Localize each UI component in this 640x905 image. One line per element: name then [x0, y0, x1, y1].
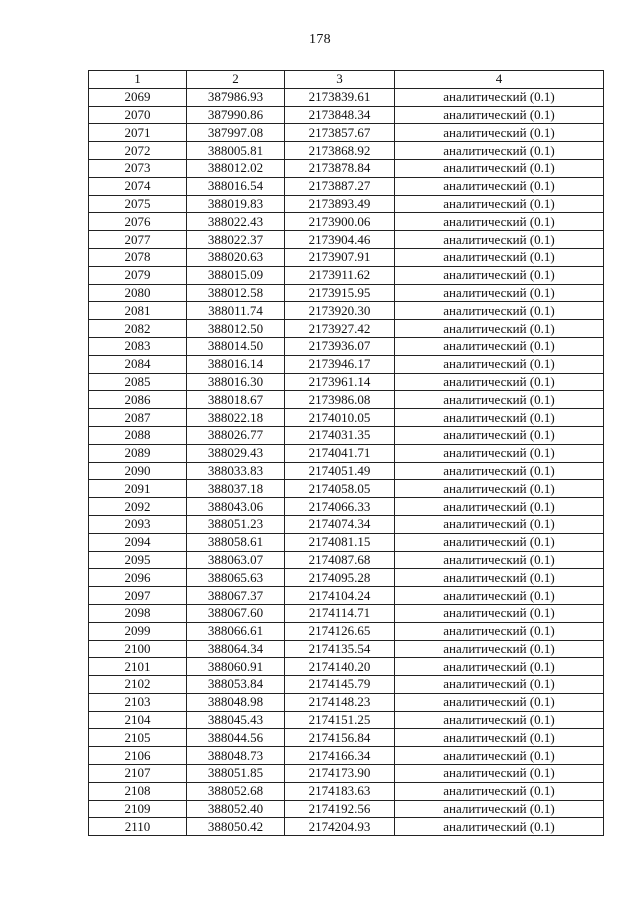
method-cell: аналитический (0.1) [395, 729, 604, 747]
x-coordinate-cell: 388065.63 [187, 569, 285, 587]
method-cell: аналитический (0.1) [395, 676, 604, 694]
table-row [89, 729, 604, 747]
method-cell: аналитический (0.1) [395, 284, 604, 302]
table-row [89, 533, 604, 551]
method-cell: аналитический (0.1) [395, 515, 604, 533]
table-row [89, 640, 604, 658]
method-cell: аналитический (0.1) [395, 177, 604, 195]
table-row [89, 320, 604, 338]
point-number-cell: 2097 [89, 587, 187, 605]
table-row [89, 462, 604, 480]
method-cell: аналитический (0.1) [395, 622, 604, 640]
y-coordinate-cell: 2173848.34 [285, 106, 395, 124]
point-number-cell: 2087 [89, 409, 187, 427]
point-number-cell: 2086 [89, 391, 187, 409]
method-cell: аналитический (0.1) [395, 337, 604, 355]
x-coordinate-cell: 388044.56 [187, 729, 285, 747]
x-coordinate-cell: 388052.68 [187, 782, 285, 800]
method-cell: аналитический (0.1) [395, 711, 604, 729]
point-number-cell: 2095 [89, 551, 187, 569]
x-coordinate-cell: 388051.23 [187, 515, 285, 533]
x-coordinate-cell: 388016.14 [187, 355, 285, 373]
point-number-cell: 2105 [89, 729, 187, 747]
table-row [89, 195, 604, 213]
x-coordinate-cell: 388022.43 [187, 213, 285, 231]
x-coordinate-cell: 388020.63 [187, 248, 285, 266]
method-cell: аналитический (0.1) [395, 159, 604, 177]
point-number-cell: 2081 [89, 302, 187, 320]
x-coordinate-cell: 388015.09 [187, 266, 285, 284]
x-coordinate-cell: 388067.60 [187, 604, 285, 622]
x-coordinate-cell: 387990.86 [187, 106, 285, 124]
point-number-cell: 2090 [89, 462, 187, 480]
x-coordinate-cell: 388045.43 [187, 711, 285, 729]
y-coordinate-cell: 2174156.84 [285, 729, 395, 747]
table-row [89, 569, 604, 587]
table-row [89, 213, 604, 231]
point-number-cell: 2075 [89, 195, 187, 213]
point-number-cell: 2094 [89, 533, 187, 551]
table-row [89, 302, 604, 320]
method-cell: аналитический (0.1) [395, 444, 604, 462]
point-number-cell: 2102 [89, 676, 187, 694]
method-cell: аналитический (0.1) [395, 587, 604, 605]
method-cell: аналитический (0.1) [395, 533, 604, 551]
y-coordinate-cell: 2173907.91 [285, 248, 395, 266]
table-header [89, 71, 604, 89]
y-coordinate-cell: 2174066.33 [285, 498, 395, 516]
y-coordinate-cell: 2174166.34 [285, 747, 395, 765]
y-coordinate-cell: 2173887.27 [285, 177, 395, 195]
method-cell: аналитический (0.1) [395, 373, 604, 391]
x-coordinate-cell: 388048.98 [187, 693, 285, 711]
method-cell: аналитический (0.1) [395, 248, 604, 266]
y-coordinate-cell: 2173900.06 [285, 213, 395, 231]
x-coordinate-cell: 388019.83 [187, 195, 285, 213]
method-cell: аналитический (0.1) [395, 124, 604, 142]
x-coordinate-cell: 388050.42 [187, 818, 285, 836]
point-number-cell: 2109 [89, 800, 187, 818]
x-coordinate-cell: 388063.07 [187, 551, 285, 569]
x-coordinate-cell: 388018.67 [187, 391, 285, 409]
y-coordinate-cell: 2173986.08 [285, 391, 395, 409]
y-coordinate-cell: 2174010.05 [285, 409, 395, 427]
method-cell: аналитический (0.1) [395, 231, 604, 249]
x-coordinate-cell: 388026.77 [187, 426, 285, 444]
point-number-cell: 2069 [89, 88, 187, 106]
method-cell: аналитический (0.1) [395, 355, 604, 373]
table-row [89, 373, 604, 391]
y-coordinate-cell: 2174031.35 [285, 426, 395, 444]
table-row [89, 551, 604, 569]
table-row [89, 159, 604, 177]
x-coordinate-cell: 387997.08 [187, 124, 285, 142]
y-coordinate-cell: 2174151.25 [285, 711, 395, 729]
y-coordinate-cell: 2173904.46 [285, 231, 395, 249]
point-number-cell: 2076 [89, 213, 187, 231]
y-coordinate-cell: 2174192.56 [285, 800, 395, 818]
point-number-cell: 2091 [89, 480, 187, 498]
table-row [89, 818, 604, 836]
x-coordinate-cell: 388012.02 [187, 159, 285, 177]
y-coordinate-cell: 2174135.54 [285, 640, 395, 658]
method-cell: аналитический (0.1) [395, 409, 604, 427]
y-coordinate-cell: 2174148.23 [285, 693, 395, 711]
y-coordinate-cell: 2173893.49 [285, 195, 395, 213]
column-header-1: 1 [89, 71, 187, 89]
point-number-cell: 2077 [89, 231, 187, 249]
point-number-cell: 2107 [89, 765, 187, 783]
table-row [89, 337, 604, 355]
x-coordinate-cell: 388012.58 [187, 284, 285, 302]
point-number-cell: 2070 [89, 106, 187, 124]
x-coordinate-cell: 388066.61 [187, 622, 285, 640]
method-cell: аналитический (0.1) [395, 195, 604, 213]
table-row [89, 658, 604, 676]
point-number-cell: 2073 [89, 159, 187, 177]
y-coordinate-cell: 2173946.17 [285, 355, 395, 373]
x-coordinate-cell: 388016.30 [187, 373, 285, 391]
x-coordinate-cell: 388051.85 [187, 765, 285, 783]
y-coordinate-cell: 2173911.62 [285, 266, 395, 284]
point-number-cell: 2084 [89, 355, 187, 373]
coordinates-table [88, 70, 604, 836]
table-row [89, 177, 604, 195]
method-cell: аналитический (0.1) [395, 498, 604, 516]
method-cell: аналитический (0.1) [395, 142, 604, 160]
y-coordinate-cell: 2174145.79 [285, 676, 395, 694]
point-number-cell: 2103 [89, 693, 187, 711]
x-coordinate-cell: 388022.37 [187, 231, 285, 249]
point-number-cell: 2110 [89, 818, 187, 836]
table-row [89, 515, 604, 533]
method-cell: аналитический (0.1) [395, 551, 604, 569]
table-row [89, 142, 604, 160]
y-coordinate-cell: 2173961.14 [285, 373, 395, 391]
y-coordinate-cell: 2174087.68 [285, 551, 395, 569]
point-number-cell: 2092 [89, 498, 187, 516]
table-row [89, 693, 604, 711]
point-number-cell: 2093 [89, 515, 187, 533]
point-number-cell: 2089 [89, 444, 187, 462]
method-cell: аналитический (0.1) [395, 765, 604, 783]
x-coordinate-cell: 387986.93 [187, 88, 285, 106]
table-row [89, 782, 604, 800]
y-coordinate-cell: 2173868.92 [285, 142, 395, 160]
x-coordinate-cell: 388014.50 [187, 337, 285, 355]
x-coordinate-cell: 388022.18 [187, 409, 285, 427]
table-row [89, 88, 604, 106]
table-row [89, 391, 604, 409]
x-coordinate-cell: 388048.73 [187, 747, 285, 765]
point-number-cell: 2098 [89, 604, 187, 622]
point-number-cell: 2082 [89, 320, 187, 338]
y-coordinate-cell: 2173936.07 [285, 337, 395, 355]
y-coordinate-cell: 2173920.30 [285, 302, 395, 320]
y-coordinate-cell: 2174114.71 [285, 604, 395, 622]
x-coordinate-cell: 388033.83 [187, 462, 285, 480]
y-coordinate-cell: 2174204.93 [285, 818, 395, 836]
page-number: 178 [309, 32, 331, 47]
method-cell: аналитический (0.1) [395, 818, 604, 836]
table-row [89, 747, 604, 765]
y-coordinate-cell: 2173878.84 [285, 159, 395, 177]
y-coordinate-cell: 2174140.20 [285, 658, 395, 676]
x-coordinate-cell: 388064.34 [187, 640, 285, 658]
method-cell: аналитический (0.1) [395, 266, 604, 284]
table-row [89, 426, 604, 444]
y-coordinate-cell: 2174058.05 [285, 480, 395, 498]
table-row [89, 231, 604, 249]
table-header-row [89, 71, 604, 89]
point-number-cell: 2088 [89, 426, 187, 444]
point-number-cell: 2071 [89, 124, 187, 142]
y-coordinate-cell: 2174081.15 [285, 533, 395, 551]
x-coordinate-cell: 388011.74 [187, 302, 285, 320]
method-cell: аналитический (0.1) [395, 569, 604, 587]
point-number-cell: 2080 [89, 284, 187, 302]
x-coordinate-cell: 388052.40 [187, 800, 285, 818]
x-coordinate-cell: 388058.61 [187, 533, 285, 551]
table-row [89, 409, 604, 427]
point-number-cell: 2078 [89, 248, 187, 266]
method-cell: аналитический (0.1) [395, 782, 604, 800]
table-row [89, 248, 604, 266]
y-coordinate-cell: 2174104.24 [285, 587, 395, 605]
table-row [89, 676, 604, 694]
y-coordinate-cell: 2174074.34 [285, 515, 395, 533]
y-coordinate-cell: 2173857.67 [285, 124, 395, 142]
x-coordinate-cell: 388037.18 [187, 480, 285, 498]
table-row [89, 711, 604, 729]
point-number-cell: 2108 [89, 782, 187, 800]
table-row [89, 124, 604, 142]
method-cell: аналитический (0.1) [395, 302, 604, 320]
y-coordinate-cell: 2174126.65 [285, 622, 395, 640]
point-number-cell: 2072 [89, 142, 187, 160]
table-row [89, 284, 604, 302]
table-row [89, 266, 604, 284]
method-cell: аналитический (0.1) [395, 88, 604, 106]
point-number-cell: 2104 [89, 711, 187, 729]
y-coordinate-cell: 2173927.42 [285, 320, 395, 338]
table-body [89, 88, 604, 835]
table-row [89, 587, 604, 605]
x-coordinate-cell: 388043.06 [187, 498, 285, 516]
method-cell: аналитический (0.1) [395, 800, 604, 818]
point-number-cell: 2083 [89, 337, 187, 355]
table-row [89, 355, 604, 373]
y-coordinate-cell: 2174173.90 [285, 765, 395, 783]
method-cell: аналитический (0.1) [395, 391, 604, 409]
column-header-2: 2 [187, 71, 285, 89]
table-row [89, 604, 604, 622]
table-row [89, 498, 604, 516]
point-number-cell: 2101 [89, 658, 187, 676]
x-coordinate-cell: 388053.84 [187, 676, 285, 694]
method-cell: аналитический (0.1) [395, 106, 604, 124]
point-number-cell: 2096 [89, 569, 187, 587]
point-number-cell: 2085 [89, 373, 187, 391]
table-row [89, 106, 604, 124]
y-coordinate-cell: 2174183.63 [285, 782, 395, 800]
y-coordinate-cell: 2174095.28 [285, 569, 395, 587]
x-coordinate-cell: 388005.81 [187, 142, 285, 160]
table-row [89, 444, 604, 462]
method-cell: аналитический (0.1) [395, 658, 604, 676]
point-number-cell: 2079 [89, 266, 187, 284]
method-cell: аналитический (0.1) [395, 213, 604, 231]
point-number-cell: 2074 [89, 177, 187, 195]
table-row [89, 622, 604, 640]
column-header-3: 3 [285, 71, 395, 89]
table-row [89, 800, 604, 818]
x-coordinate-cell: 388060.91 [187, 658, 285, 676]
point-number-cell: 2100 [89, 640, 187, 658]
column-header-4: 4 [395, 71, 604, 89]
table-row [89, 480, 604, 498]
method-cell: аналитический (0.1) [395, 480, 604, 498]
x-coordinate-cell: 388067.37 [187, 587, 285, 605]
method-cell: аналитический (0.1) [395, 693, 604, 711]
method-cell: аналитический (0.1) [395, 747, 604, 765]
method-cell: аналитический (0.1) [395, 426, 604, 444]
method-cell: аналитический (0.1) [395, 462, 604, 480]
method-cell: аналитический (0.1) [395, 640, 604, 658]
y-coordinate-cell: 2173839.61 [285, 88, 395, 106]
x-coordinate-cell: 388016.54 [187, 177, 285, 195]
y-coordinate-cell: 2174041.71 [285, 444, 395, 462]
y-coordinate-cell: 2174051.49 [285, 462, 395, 480]
point-number-cell: 2099 [89, 622, 187, 640]
point-number-cell: 2106 [89, 747, 187, 765]
x-coordinate-cell: 388029.43 [187, 444, 285, 462]
method-cell: аналитический (0.1) [395, 320, 604, 338]
x-coordinate-cell: 388012.50 [187, 320, 285, 338]
y-coordinate-cell: 2173915.95 [285, 284, 395, 302]
table-row [89, 765, 604, 783]
method-cell: аналитический (0.1) [395, 604, 604, 622]
